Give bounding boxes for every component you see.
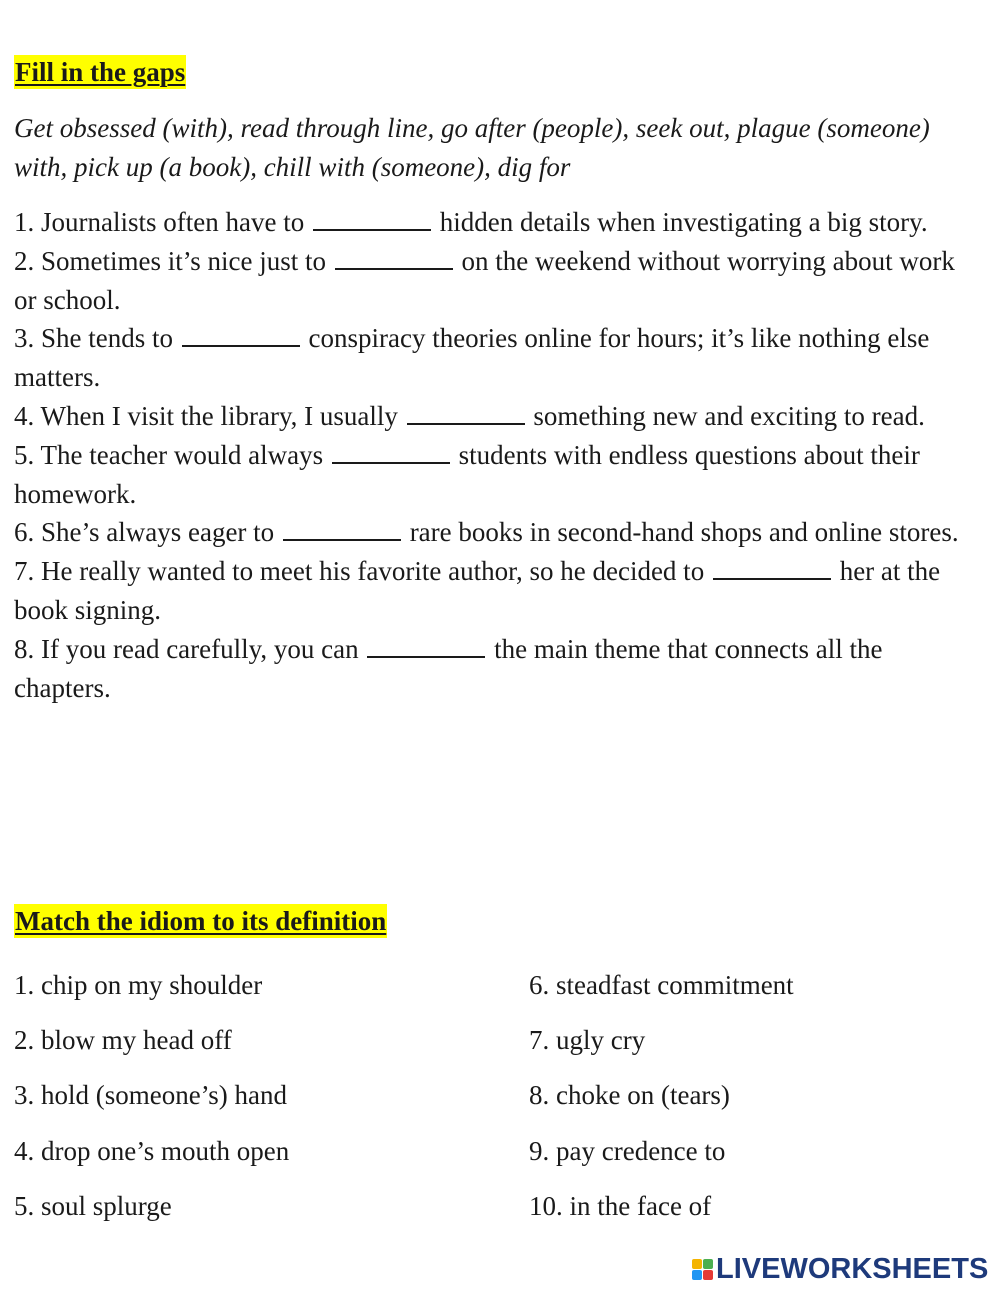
gap-sentence <box>14 630 984 708</box>
answer-blank[interactable] <box>713 554 831 580</box>
logo-text: LIVEWORKSHEETS <box>716 1252 989 1285</box>
idiom-item[interactable]: 10. in the face of <box>529 1190 712 1221</box>
gap-sentence <box>14 513 984 552</box>
gap-sentence <box>14 203 984 242</box>
idiom-item[interactable]: 4. drop one’s mouth open <box>14 1135 290 1166</box>
answer-blank[interactable] <box>182 321 300 347</box>
gap-sentence <box>14 242 984 320</box>
logo-square <box>703 1270 713 1280</box>
sentence-start: 6. She’s always eager to <box>14 517 275 548</box>
idiom-list <box>14 958 289 1234</box>
definition-list <box>529 958 794 1234</box>
idiom-item[interactable]: 3. hold (someone’s) hand <box>14 1080 287 1111</box>
sentence-end: the main theme that connects all the chapters. <box>14 633 883 703</box>
sentence-start: 7. He really wanted to meet his favorite author, so he decided to <box>14 556 705 587</box>
gap-sentence <box>14 319 984 397</box>
fill-in-the-gaps-heading: Fill in the gaps <box>15 57 186 87</box>
idiom-item[interactable]: 6. steadfast commitment <box>529 970 794 1000</box>
answer-blank[interactable] <box>407 399 525 425</box>
sentence-start: 3. She tends to <box>14 323 173 354</box>
gap-sentence <box>14 436 984 514</box>
sentence-start: 5. The teacher would always <box>14 439 324 470</box>
sentence-end: hidden details when investigating a big story. <box>439 207 928 237</box>
logo-squares-icon <box>692 1259 713 1280</box>
sentence-start: 4. When I visit the library, I usually <box>14 400 398 431</box>
sentence-start: 8. If you read carefully, you can <box>14 633 359 664</box>
gap-sentence <box>14 397 984 436</box>
sentence-end: rare books in second-hand shops and online stores. <box>409 517 959 548</box>
idiom-item[interactable]: 2. blow my head off <box>14 1025 232 1056</box>
answer-blank[interactable] <box>313 205 431 231</box>
idiom-item[interactable]: 8. choke on (tears) <box>529 1080 730 1111</box>
sentence-end: her at the book signing. <box>14 556 941 625</box>
logo-square <box>692 1270 702 1280</box>
logo-square <box>692 1259 702 1269</box>
answer-blank[interactable] <box>332 438 450 464</box>
idiom-item[interactable]: 7. ugly cry <box>529 1025 646 1056</box>
sentence-end: conspiracy theories online for hours; it’s like nothing else matters. <box>14 323 930 393</box>
idiom-item[interactable]: 9. pay credence to <box>529 1135 726 1166</box>
logo-square <box>703 1259 713 1269</box>
answer-blank[interactable] <box>283 515 401 541</box>
sentence-start: 1. Journalists often have to <box>14 207 305 237</box>
gap-sentence-list <box>14 203 984 707</box>
sentence-end: on the weekend without worrying about work or school. <box>14 245 955 315</box>
idiom-item[interactable]: 5. soul splurge <box>14 1190 172 1221</box>
answer-blank[interactable] <box>367 632 485 658</box>
sentence-start: 2. Sometimes it’s nice just to <box>14 245 326 276</box>
word-bank: Get obsessed (with), read through line, go after (people), seek out, plague (someone) with, pick up (a book), chill with (someone), dig for <box>14 113 930 182</box>
liveworksheets-logo <box>692 1254 988 1284</box>
sentence-end: students with endless questions about their homework. <box>14 439 920 509</box>
gap-sentence <box>14 552 984 630</box>
match-idiom-heading: Match the idiom to its definition <box>15 906 387 936</box>
answer-blank[interactable] <box>335 244 453 270</box>
idiom-item[interactable]: 1. chip on my shoulder <box>14 970 263 1000</box>
sentence-end: something new and exciting to read. <box>533 400 925 431</box>
